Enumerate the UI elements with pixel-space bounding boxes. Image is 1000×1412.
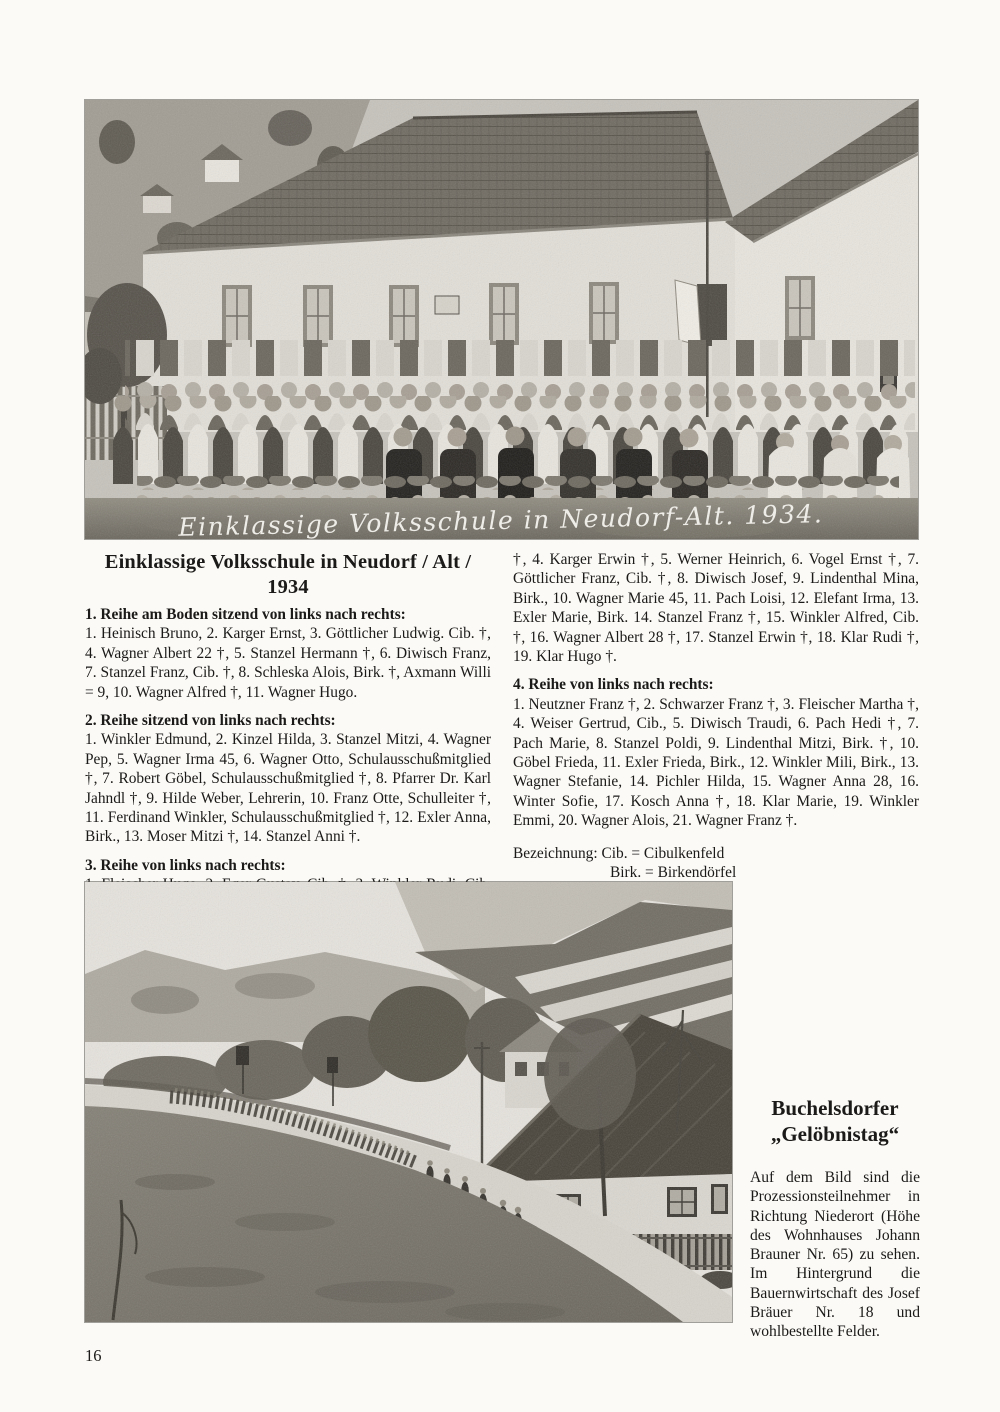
row3-continuation [513,550,919,666]
row2-group [85,711,491,847]
row1-group [85,605,491,702]
sidebar-text: Auf dem Bild sind die Prozessionsteilnehmer in Richtung Niederort (Höhe des Wohnhauses Johann Brauner Nr. 65) zu sehen. Im Hintergrund die Bauernwirtschaft des Josef Bräuer Nr. 18 und wohlbestellte Felder. [750,1169,920,1341]
procession-illustration [85,882,732,1322]
row4-text: 1. Neutzner Franz †, 2. Schwarzer Franz †, 3. Fleischer Martha †, 4. Weiser Gertrud, Cib., 5. Diwisch Traudi, 6. Pach Hedi †, 7. Pach Marie, 8. Stanzel Poldi, 9. Lindenthal Mitzi, Birk. †, 10. Göbel Frieda, 11. Exler Frieda, Birk., 12. Winkler Mili, Birk., 13. Wagner Stefanie, 14. Pichler Hilda, 15. Wagner Anna 28, 16. Winter Sofie, 17. Kosch Anna †, 18. Klar Marie, 19. Winkler Emmi, 20. Wagner Alois, 21. Wagner Franz †. [513,695,919,830]
row2-label: 2. Reihe sitzend von links nach rechts: [85,712,336,730]
article-right-column [513,550,919,883]
article-title: Einklassige Volksschule in Neudorf / Alt / 1934 [104,551,472,598]
class-photo-illustration [85,100,918,539]
row1-label: 1. Reihe am Boden sitzend von links nach rechts: [85,606,406,623]
legend-line-2: Birk. = Birkendörfel [610,864,737,882]
row1-text: 1. Heinisch Bruno, 2. Karger Ernst, 3. Göttlicher Ludwig. Cib. †, 4. Wagner Albert 22 †, 5. Stanzel Hermann †, 6. Diwisch Franz, 7. Stanzel Franz, Cib. †, 8. Schleska Alois, Birk. †, Axmann Willi = 9, 10. Wagner Alfred †, 11. Wagner Hugo. [85,625,491,701]
film-grain-overlay [85,100,918,539]
row4-label: 4. Reihe von links nach rechts: [513,676,714,694]
sidebar-title-line2: „Gelöbnistag“ [770,1121,900,1146]
sidebar-title-line1: Buchelsdorfer [771,1096,899,1120]
row2-text: 1. Winkler Edmund, 2. Kinzel Hilda, 3. Stanzel Mitzi, 4. Wagner Pep, 5. Wagner Irma 45, 6. Wagner Otto, Schulausschußmitglied †, 7. Robert Göbel, Schulausschußmitglied †, 8. Pfarrer Dr. Karl Jahndl †, 9. Hilde Weber, Lehrerin, 10. Franz Otte, Schulleiter †, 11. Ferdinand Winkler, Schulausschußmitglied †, 12. Exler Anna, Birk., 13. Moser Mitzi †, 14. Stanzel Anni †. [85,731,491,846]
row3-label: 3. Reihe von links nach rechts: [85,856,286,874]
film-grain-overlay-2 [85,882,732,1322]
row4-group [513,675,919,830]
sidebar-article [750,1096,920,1342]
sidebar-title [750,1096,920,1147]
page-number: 16 [85,1346,102,1365]
abbreviation-legend [513,844,919,883]
procession-photo [85,882,732,1322]
legend-line-1: Bezeichnung: Cib. = Cibulkenfeld [513,844,725,862]
row3-text-right: †, 4. Karger Erwin †, 5. Werner Heinrich, 6. Vogel Ernst †, 7. Göttlicher Franz, Cib. †, 8. Diwisch Josef, 9. Lindenthal Mina, Birk., 10. Wagner Marie 45, 11. Pach Loisi, 12. Elefant Irma, 13. Exler Marie, Birk. 14. Stanzel Franz †, 15. Winkler Alfred, Cib. †, 16. Wagner Albert 28 †, 17. Stanzel Erwin †, 18. Klar Rudi †, 19. Klar Hugo †. [513,551,919,666]
class-photo-1934 [85,100,918,539]
article-left-column [85,550,491,904]
